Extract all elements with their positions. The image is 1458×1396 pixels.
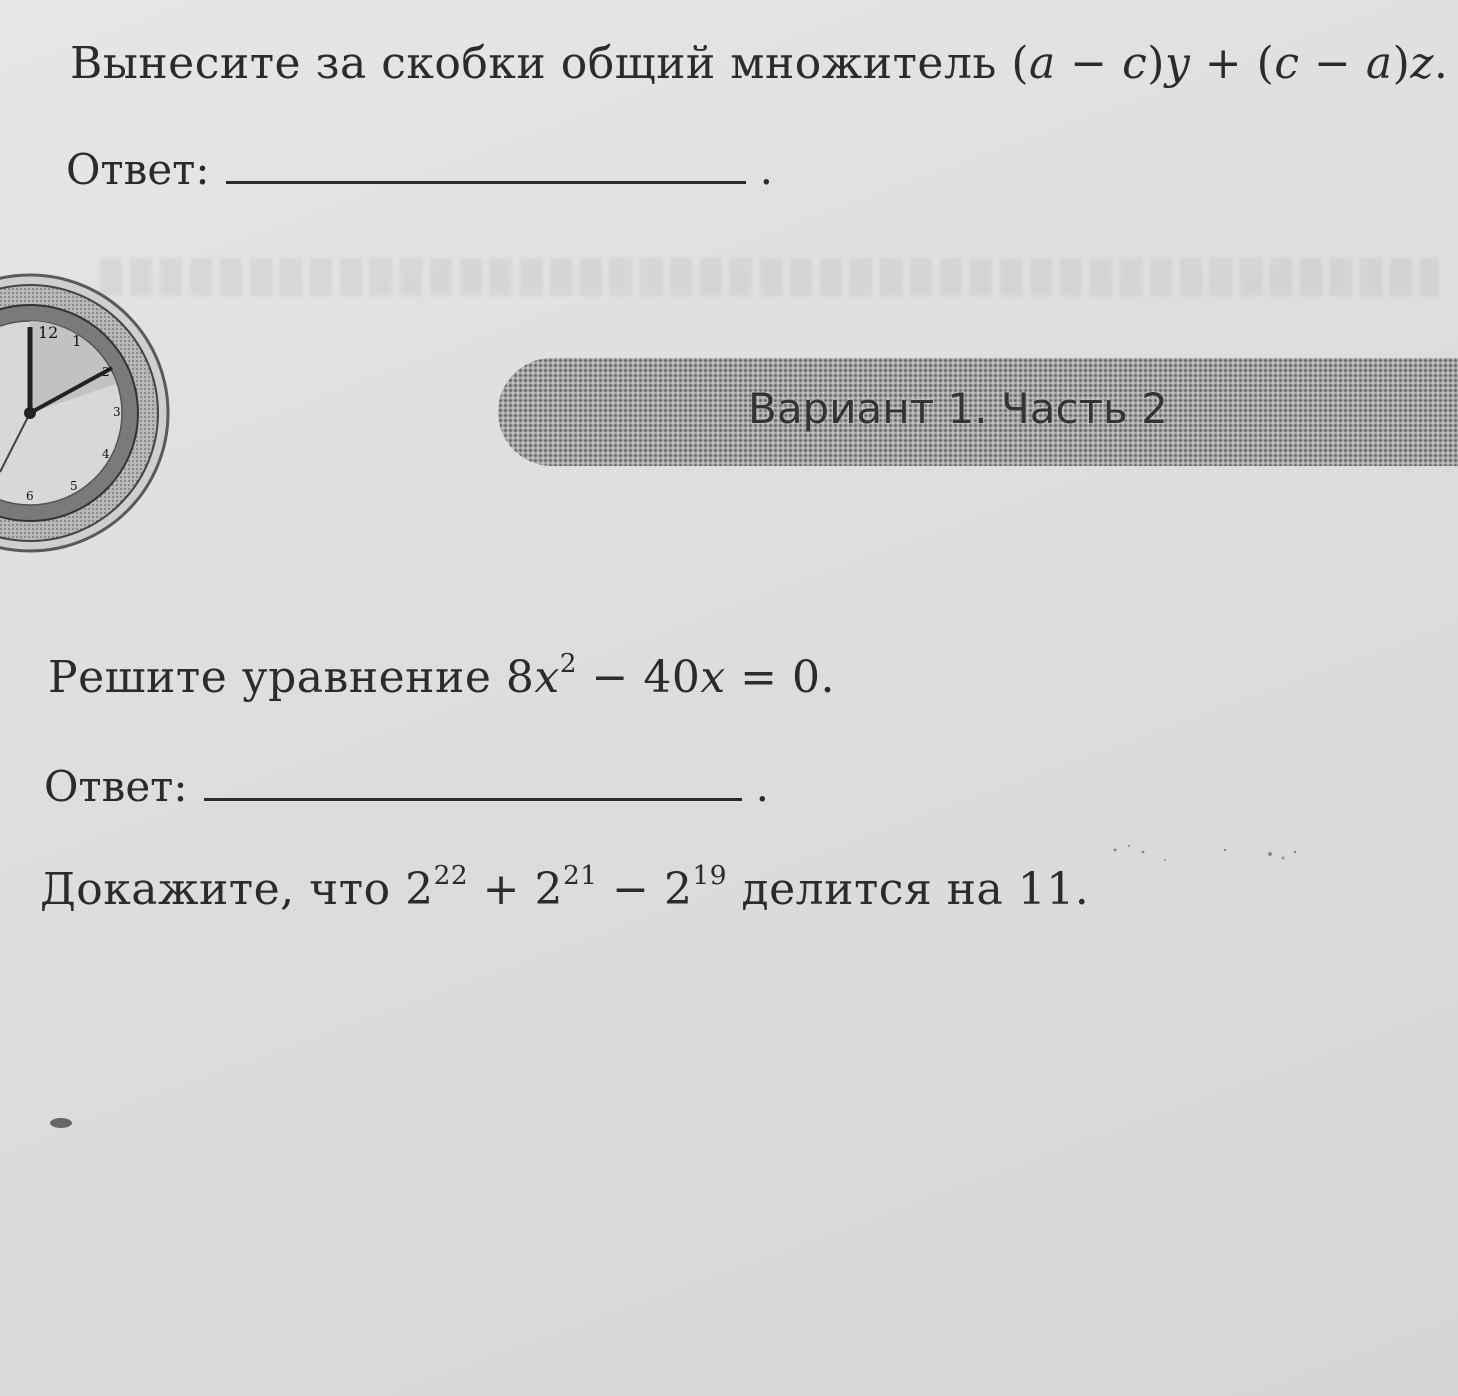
task-prove-divisible-expression: $2^{22} + 2^{21} - 2^{19}$ bbox=[405, 860, 728, 915]
clock-number-12: 12 bbox=[38, 323, 59, 342]
clock-number-6: 6 bbox=[26, 489, 34, 503]
answer-blank[interactable] bbox=[226, 153, 746, 184]
answer-period: . bbox=[759, 145, 773, 194]
answer-blank[interactable] bbox=[204, 770, 742, 801]
answer-line-1 bbox=[66, 145, 773, 194]
task-solve-equation bbox=[48, 648, 835, 703]
print-specks bbox=[1105, 836, 1335, 876]
clock-number-2: 2 bbox=[102, 365, 110, 379]
ink-smudge bbox=[50, 1118, 72, 1128]
answer-period: . bbox=[755, 762, 769, 811]
task-factor-out-expression: (a − c)y + (c − a)z. bbox=[1011, 38, 1449, 89]
task-prove-divisible-text: Докажите, что bbox=[40, 864, 391, 915]
task-prove-divisible bbox=[40, 860, 1090, 915]
section-banner bbox=[498, 358, 1458, 466]
clock-number-4: 4 bbox=[102, 447, 110, 461]
answer-label: Ответ: bbox=[66, 145, 210, 194]
task-solve-equation-expression: $8x^2 - 40x = 0$. bbox=[505, 648, 835, 703]
task-factor-out bbox=[70, 38, 1448, 89]
clock-number-5: 5 bbox=[70, 479, 78, 493]
section-title: Вариант 1. Часть 2 bbox=[748, 384, 1168, 433]
bleed-through-text bbox=[100, 258, 1438, 296]
task-solve-equation-text: Решите уравнение bbox=[48, 652, 492, 703]
clock-icon bbox=[0, 272, 170, 554]
answer-line-2 bbox=[44, 762, 769, 811]
answer-label: Ответ: bbox=[44, 762, 188, 811]
task-factor-out-text: Вынесите за скобки общий множитель bbox=[70, 38, 997, 89]
clock-number-1: 1 bbox=[72, 332, 82, 350]
clock-number-3: 3 bbox=[113, 405, 121, 419]
task-prove-divisible-tail: делится на 11. bbox=[741, 864, 1090, 915]
